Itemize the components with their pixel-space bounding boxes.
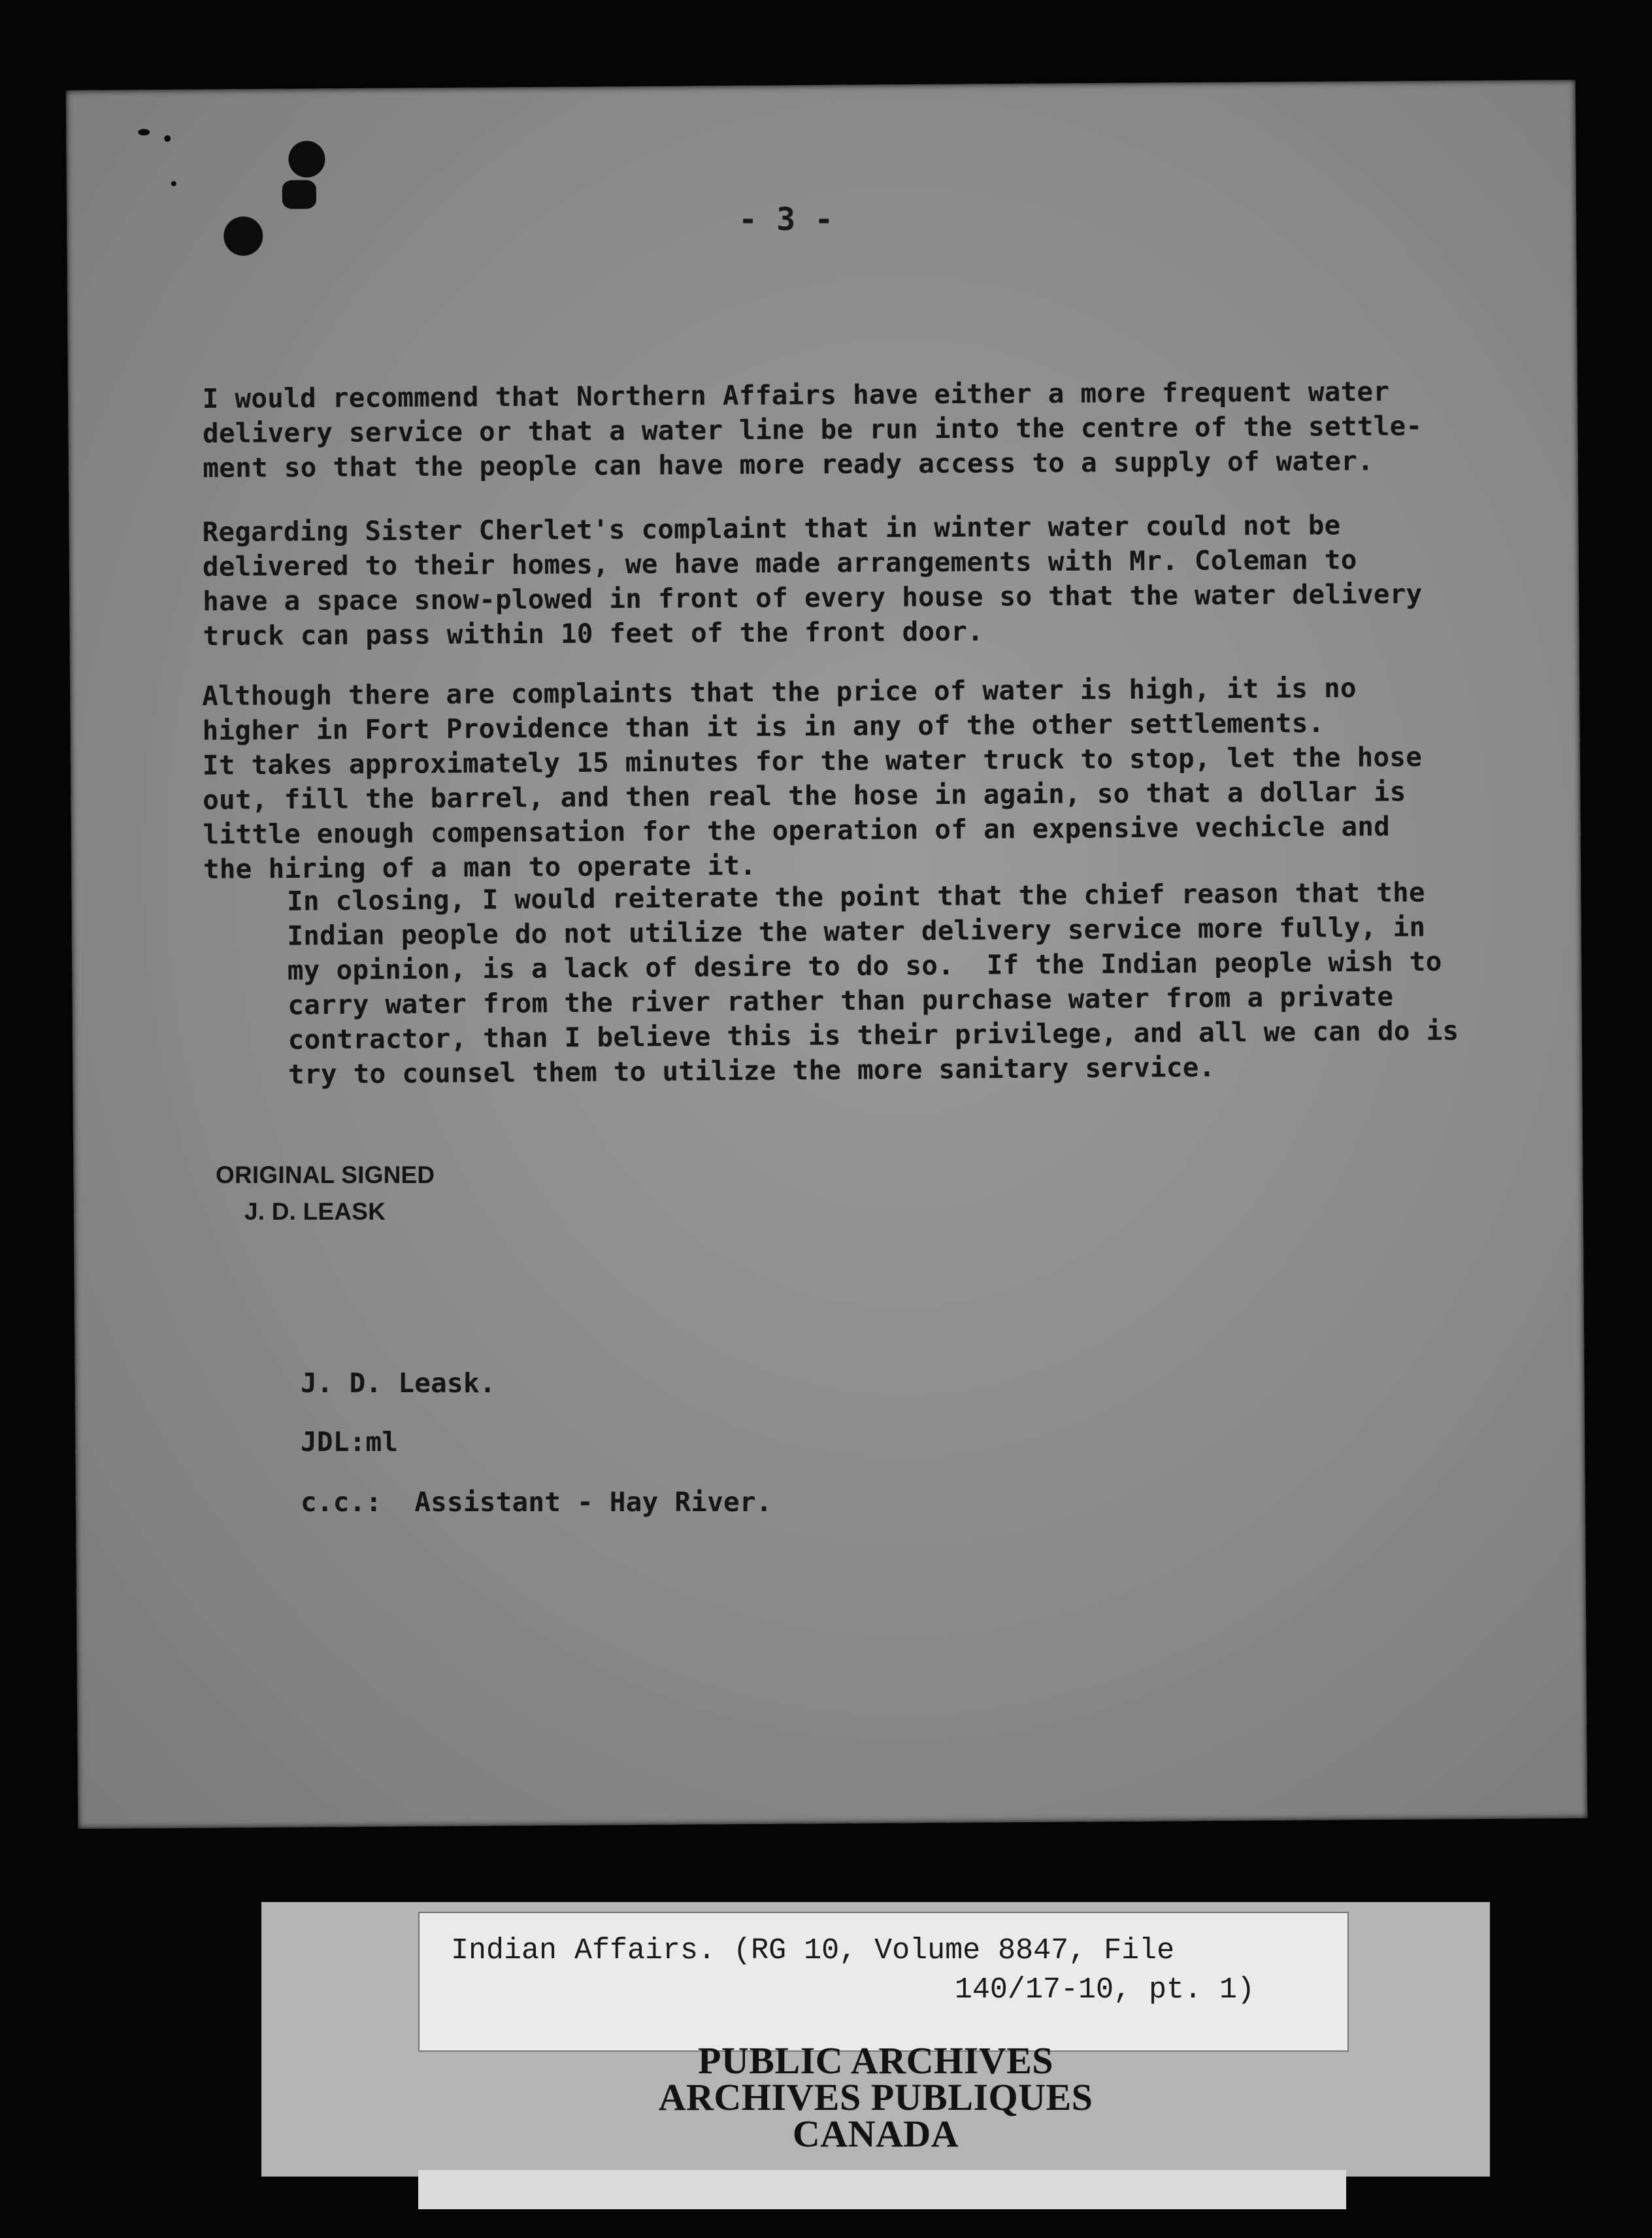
public-archives-stamp: [582, 2039, 1170, 2155]
original-signed-stamp: [216, 1157, 435, 1230]
reference-line-2: 140/17-10, pt. 1): [954, 1973, 1255, 2007]
archive-reference-text: [451, 1931, 1255, 2010]
archives-country: CANADA: [792, 2113, 959, 2155]
page-number: - 3 -: [738, 201, 834, 238]
archives-french: ARCHIVES PUBLIQUES: [658, 2076, 1093, 2118]
punch-hole-mark: [288, 141, 325, 177]
archive-card-bottom: [418, 2170, 1346, 2209]
speck: [164, 135, 171, 142]
stamp-line-2: J. D. LEASK: [244, 1198, 386, 1225]
paragraph-closing: In closing, I would reiterate the point that the chief reason that the Indian people do not utilize the water delivery service more fully, in my opinion, is a lack of desire to do so. If the Indian people wish to carry water from the river rather than purchase water from a private contractor, than I believe this is their privilege, and all we can do is try to counsel them to utilize the more sanitary service.: [286, 877, 1459, 1090]
typist-initials: JDL:ml: [301, 1426, 399, 1458]
punch-hole-mark: [223, 216, 263, 256]
speck: [138, 129, 150, 135]
stamp-line-1: ORIGINAL SIGNED: [216, 1161, 435, 1188]
paragraph-water-price: Although there are complaints that the price of water is high, it is no higher in Fort Providence than it is in any of the other settlements. It takes approximately 15 minutes for the water truck to stop, let the hose out, fill the barrel, and then real the hose in again, so that a dollar is little enough compensation for the operation of an expensive vechicle and the hiring of a man to operate it.: [201, 672, 1423, 885]
archives-english: PUBLIC ARCHIVES: [697, 2039, 1054, 2082]
signature-name: J. D. Leask.: [301, 1367, 496, 1399]
punch-hole-mark: [282, 180, 316, 209]
paragraph-snow-plow: Regarding Sister Cherlet's complaint that in winter water could not be delivered to their homes, we have made arrangements with Mr. Coleman to have a space snow-plowed in front of every house so that the water delivery truck can pass within 10 feet of the front door.: [202, 509, 1423, 652]
paragraph-water-line: I would recommend that Northern Affairs have either a more frequent water delivery service or that a water line be run into the centre of the settle- ment so that the people can have more ready access to a supply of water.: [202, 375, 1423, 484]
reference-line-1: Indian Affairs. (RG 10, Volume 8847, File: [451, 1934, 1175, 1967]
speck: [171, 181, 176, 186]
carbon-copy-line: c.c.: Assistant - Hay River.: [301, 1486, 772, 1518]
